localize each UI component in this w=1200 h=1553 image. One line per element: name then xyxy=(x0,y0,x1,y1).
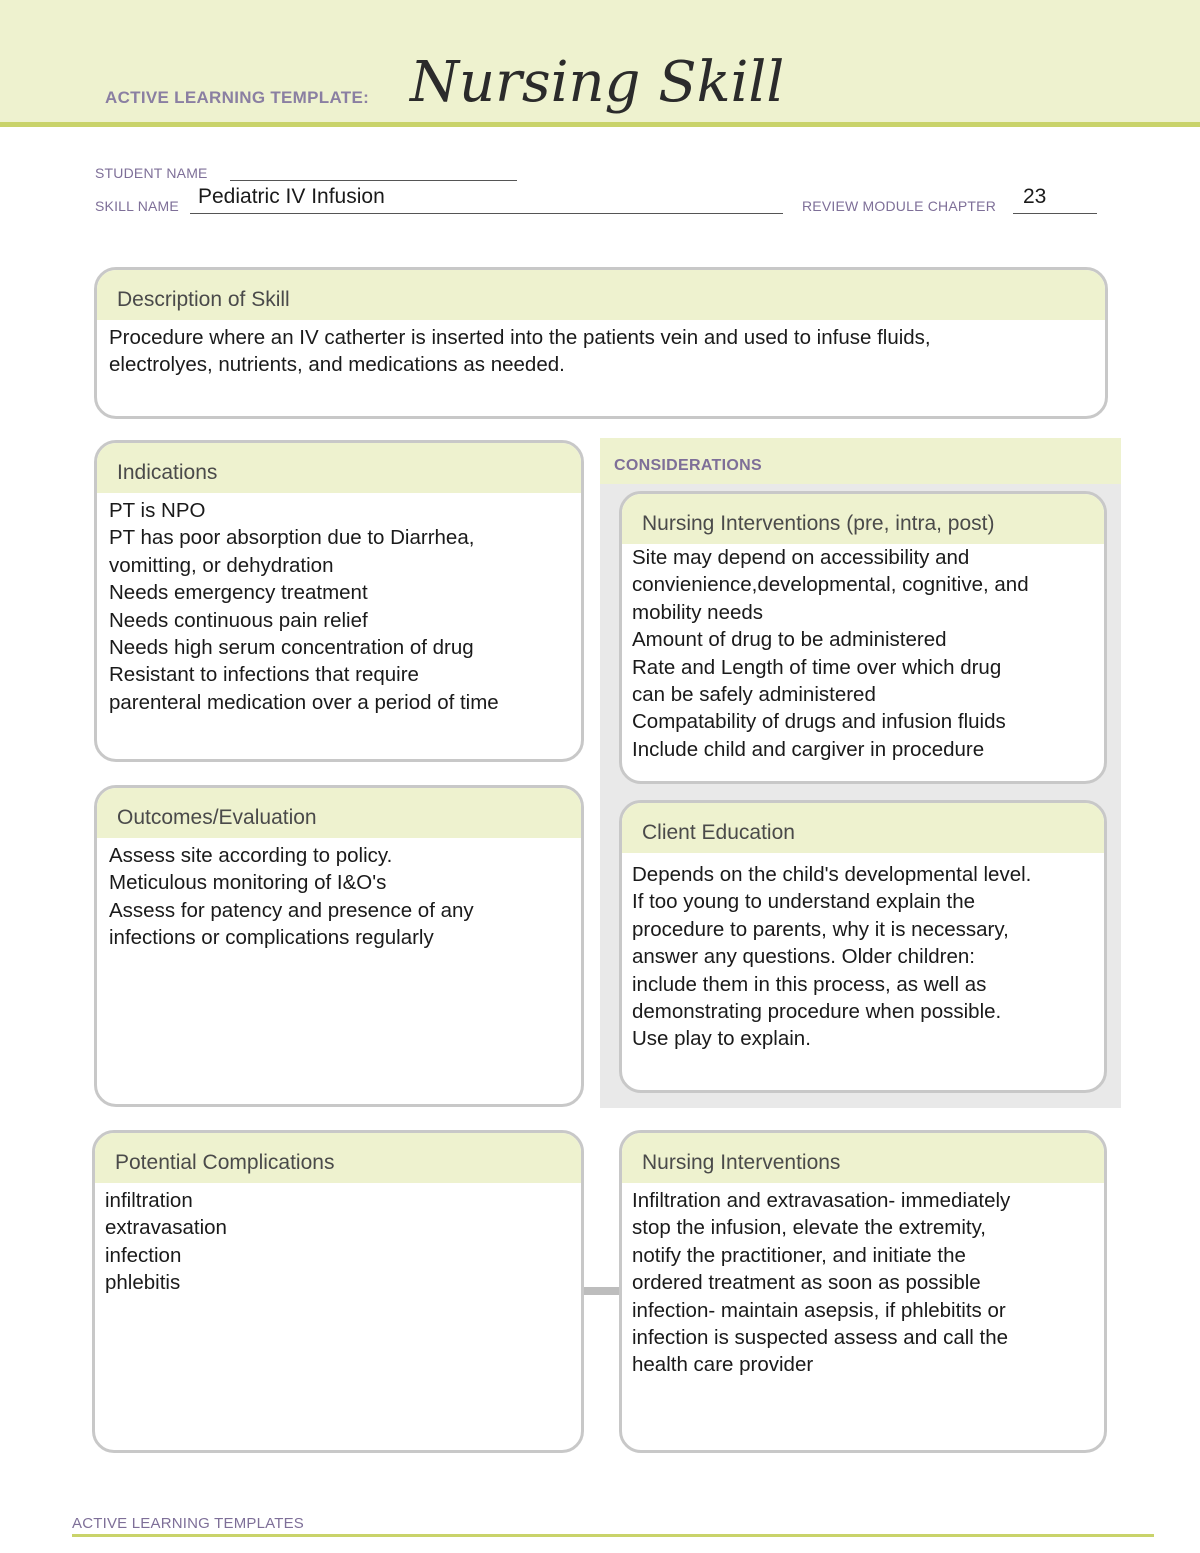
description-body xyxy=(97,320,1105,379)
intervention-item: Amount of drug to be administered xyxy=(632,628,947,652)
nursing-interventions-heading: Nursing Interventions xyxy=(622,1133,1104,1183)
indication-item: parenteral medication over a period of time xyxy=(109,690,499,714)
potential-complications-heading: Potential Complications xyxy=(95,1133,581,1183)
header-divider xyxy=(0,122,1200,127)
indication-item: PT has poor absorption due to Diarrhea, xyxy=(109,526,475,550)
intervention-item: Site may depend on accessibility and xyxy=(632,546,970,569)
description-line: Procedure where an IV catherter is inserted into the patients vein and used to infuse fluids, xyxy=(109,326,931,349)
footer-label: ACTIVE LEARNING TEMPLATES xyxy=(72,1515,304,1532)
indication-item: Needs continuous pain relief xyxy=(109,608,368,632)
intervention-item: infection is suspected assess and call the xyxy=(632,1326,1009,1350)
outcomes-body xyxy=(97,838,581,952)
intervention-item: can be safely administered xyxy=(632,683,876,707)
outcome-item: Assess site according to policy. xyxy=(109,844,393,867)
nursing-interventions-pip-box xyxy=(619,491,1107,784)
skill-name-label: SKILL NAME xyxy=(95,198,179,214)
template-label: ACTIVE LEARNING TEMPLATE: xyxy=(105,88,370,107)
education-item: demonstrating procedure when possible. xyxy=(632,1000,1002,1024)
indication-item: Resistant to infections that require xyxy=(109,663,419,687)
student-name-field[interactable] xyxy=(230,180,517,181)
description-heading: Description of Skill xyxy=(97,270,1105,320)
intervention-item: Include child and cargiver in procedure xyxy=(632,737,985,761)
indications-box xyxy=(94,440,584,762)
description-box xyxy=(94,267,1108,419)
nursing-interventions-pip-heading: Nursing Interventions (pre, intra, post) xyxy=(622,494,1104,544)
education-item: If too young to understand explain the xyxy=(632,890,976,914)
intervention-item: Compatability of drugs and infusion fluids xyxy=(632,710,1006,734)
outcome-item: Assess for patency and presence of any xyxy=(109,898,474,922)
indications-body xyxy=(97,493,581,716)
outcome-item: infections or complications regularly xyxy=(109,926,434,950)
outcomes-heading: Outcomes/Evaluation xyxy=(97,788,581,838)
intervention-item: stop the infusion, elevate the extremity, xyxy=(632,1216,987,1240)
outcome-item: Meticulous monitoring of I&O's xyxy=(109,871,387,895)
nursing-interventions-pip-body xyxy=(622,544,1104,763)
complication-item: extravasation xyxy=(105,1216,227,1240)
review-module-label: REVIEW MODULE CHAPTER xyxy=(802,198,996,214)
education-item: Depends on the child's developmental level. xyxy=(632,863,1032,886)
indication-item: PT is NPO xyxy=(109,499,206,522)
outcomes-box xyxy=(94,785,584,1107)
intervention-item: convienience,developmental, cognitive, and xyxy=(632,573,1029,597)
skill-name-field[interactable] xyxy=(190,185,783,214)
student-name-label: STUDENT NAME xyxy=(95,165,208,181)
skill-name-value: Pediatric IV Infusion xyxy=(198,185,385,208)
education-item: Use play to explain. xyxy=(632,1027,811,1051)
client-education-body xyxy=(622,853,1104,1053)
indication-item: Needs emergency treatment xyxy=(109,581,368,605)
intervention-item: ordered treatment as soon as possible xyxy=(632,1271,981,1295)
complication-item: infection xyxy=(105,1243,182,1267)
indication-item: vomitting, or dehydration xyxy=(109,553,334,577)
considerations-label: CONSIDERATIONS xyxy=(614,457,762,474)
client-education-box xyxy=(619,800,1107,1093)
intervention-item: Infiltration and extravasation- immediately xyxy=(632,1189,1011,1212)
review-module-value: 23 xyxy=(1023,185,1047,208)
intervention-item: Rate and Length of time over which drug xyxy=(632,655,1002,679)
intervention-item: mobility needs xyxy=(632,600,764,624)
potential-complications-box xyxy=(92,1130,584,1453)
indications-heading: Indications xyxy=(97,443,581,493)
description-line: electrolyes, nutrients, and medications as needed. xyxy=(109,353,565,377)
page-title: Nursing Skill xyxy=(410,50,785,115)
intervention-item: infection- maintain asepsis, if phlebitits or xyxy=(632,1298,1006,1322)
complication-item: infiltration xyxy=(105,1189,193,1212)
client-education-heading: Client Education xyxy=(622,803,1104,853)
intervention-item: health care provider xyxy=(632,1353,814,1377)
connector-line xyxy=(582,1287,622,1295)
education-item: answer any questions. Older children: xyxy=(632,945,975,969)
complication-item: phlebitis xyxy=(105,1271,181,1295)
indication-item: Needs high serum concentration of drug xyxy=(109,636,474,660)
intervention-item: notify the practitioner, and initiate the xyxy=(632,1243,966,1267)
education-item: procedure to parents, why it is necessary, xyxy=(632,917,1009,941)
review-module-field[interactable] xyxy=(1013,185,1097,214)
footer-divider xyxy=(72,1534,1154,1537)
education-item: include them in this process, as well as xyxy=(632,972,987,996)
potential-complications-body xyxy=(95,1183,581,1297)
nursing-interventions-box xyxy=(619,1130,1107,1453)
nursing-interventions-body xyxy=(622,1183,1104,1379)
